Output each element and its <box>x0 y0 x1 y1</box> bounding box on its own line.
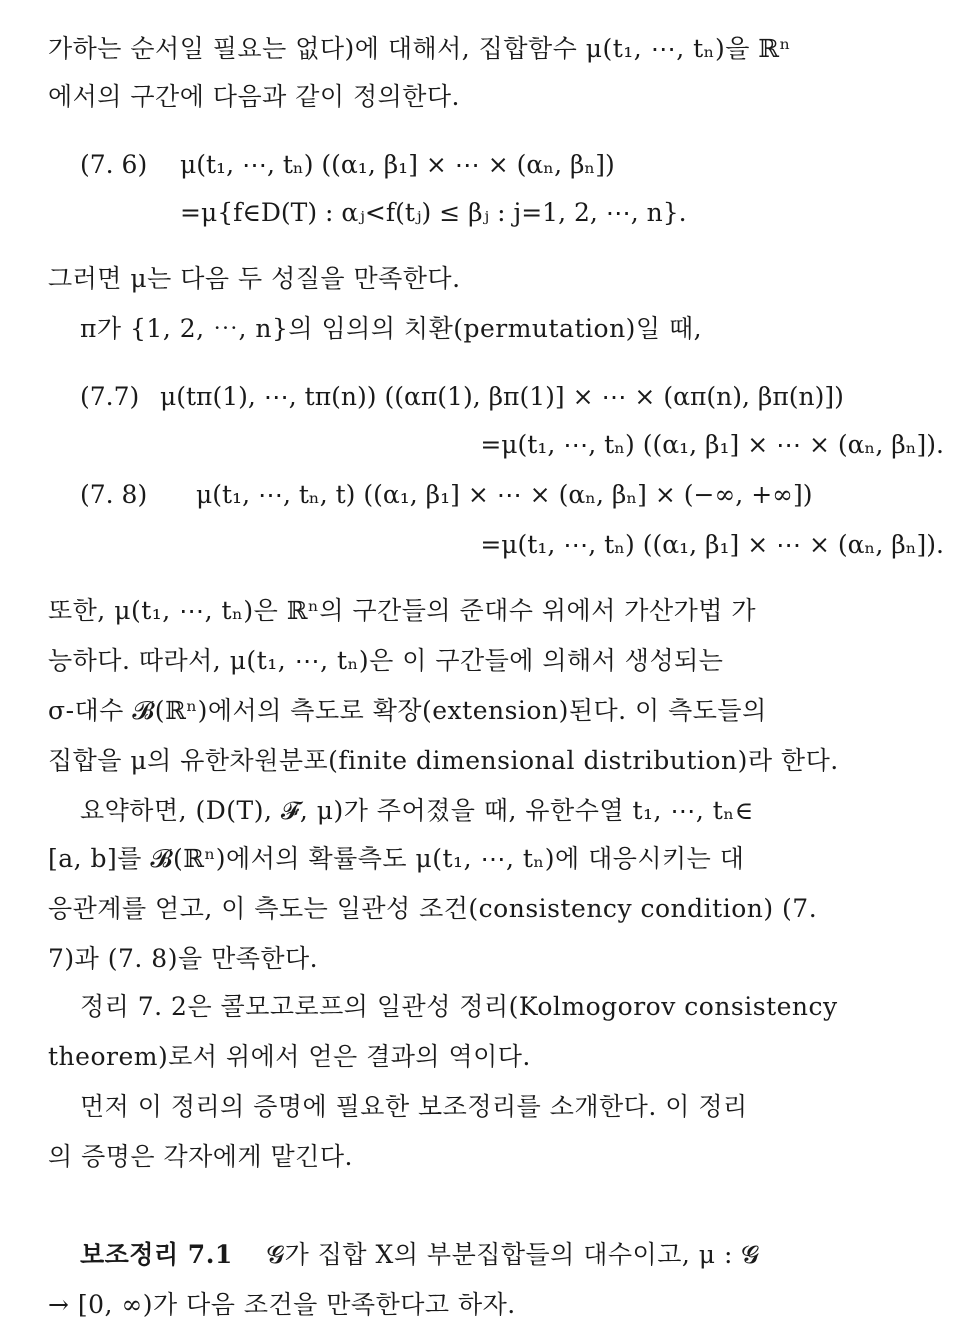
equation-label: (7. 8) <box>80 480 148 509</box>
text-line: 정리 7. 2은 콜모고로프의 일관성 정리(Kolmogorov consistency <box>80 992 838 1021</box>
equation-label: (7. 6) <box>80 150 148 179</box>
text-line: 의 증명은 각자에게 맡긴다. <box>48 1142 353 1171</box>
equation-line: μ(t₁, ⋯, tₙ) ((α₁, β₁] × ⋯ × (αₙ, βₙ]) <box>180 150 615 179</box>
equation-line: μ(tπ(1), ⋯, tπ(n)) ((απ(1), βπ(1)] × ⋯ × (απ(n), βπ(n)]) <box>160 382 844 411</box>
text-line: 요약하면, (D(T), 𝓕, μ)가 주어졌을 때, 유한수열 t₁, ⋯, tₙ∈ <box>80 796 754 825</box>
lemma-title: 보조정리 7.1 <box>80 1240 233 1269</box>
lemma-line <box>80 1238 950 1272</box>
text-line: 또한, μ(t₁, ⋯, tₙ)은 ℝⁿ의 구간들의 준대수 위에서 가산가법 가 <box>48 596 756 625</box>
text-line: 에서의 구간에 다음과 같이 정의한다. <box>48 82 460 111</box>
text-line: 가하는 순서일 필요는 없다)에 대해서, 집합함수 μ(t₁, ⋯, tₙ)을 ℝⁿ <box>48 34 791 63</box>
text-line: π가 {1, 2, ⋯, n}의 임의의 치환(permutation)일 때, <box>80 314 703 343</box>
text-line: 그러면 μ는 다음 두 성질을 만족한다. <box>48 264 461 293</box>
text-line: 능하다. 따라서, μ(t₁, ⋯, tₙ)은 이 구간들에 의해서 생성되는 <box>48 646 724 675</box>
equation-line: =μ(t₁, ⋯, tₙ) ((α₁, β₁] × ⋯ × (αₙ, βₙ]). <box>480 430 944 459</box>
equation-line: μ(t₁, ⋯, tₙ, t) ((α₁, β₁] × ⋯ × (αₙ, βₙ] × (−∞, +∞]) <box>196 480 813 509</box>
lemma-statement: 𝓖가 집합 X의 부분집합들의 대수이고, μ : 𝓖 <box>266 1240 760 1269</box>
text-line: 7)과 (7. 8)을 만족한다. <box>48 944 319 973</box>
text-line: 응관계를 얻고, 이 측도는 일관성 조건(consistency condition) (7. <box>48 894 818 923</box>
equation-label: (7.7) <box>80 382 140 411</box>
equation-line: =μ(t₁, ⋯, tₙ) ((α₁, β₁] × ⋯ × (αₙ, βₙ]). <box>480 530 944 559</box>
text-line: σ-대수 𝓑(ℝⁿ)에서의 측도로 확장(extension)된다. 이 측도들의 <box>48 696 767 725</box>
text-line: → [0, ∞)가 다음 조건을 만족한다고 하자. <box>48 1290 516 1319</box>
text-line: [a, b]를 𝓑(ℝⁿ)에서의 확률측도 μ(t₁, ⋯, tₙ)에 대응시키는 대 <box>48 844 745 873</box>
equation-line: =μ{f∈D(T) : αⱼ<f(tⱼ) ≤ βⱼ : j=1, 2, ⋯, n}. <box>180 198 687 227</box>
text-line: 먼저 이 정리의 증명에 필요한 보조정리를 소개한다. 이 정리 <box>80 1092 748 1121</box>
text-line: theorem)로서 위에서 얻은 결과의 역이다. <box>48 1042 531 1071</box>
text-line: 집합을 μ의 유한차원분포(finite dimensional distribution)라 한다. <box>48 746 839 775</box>
